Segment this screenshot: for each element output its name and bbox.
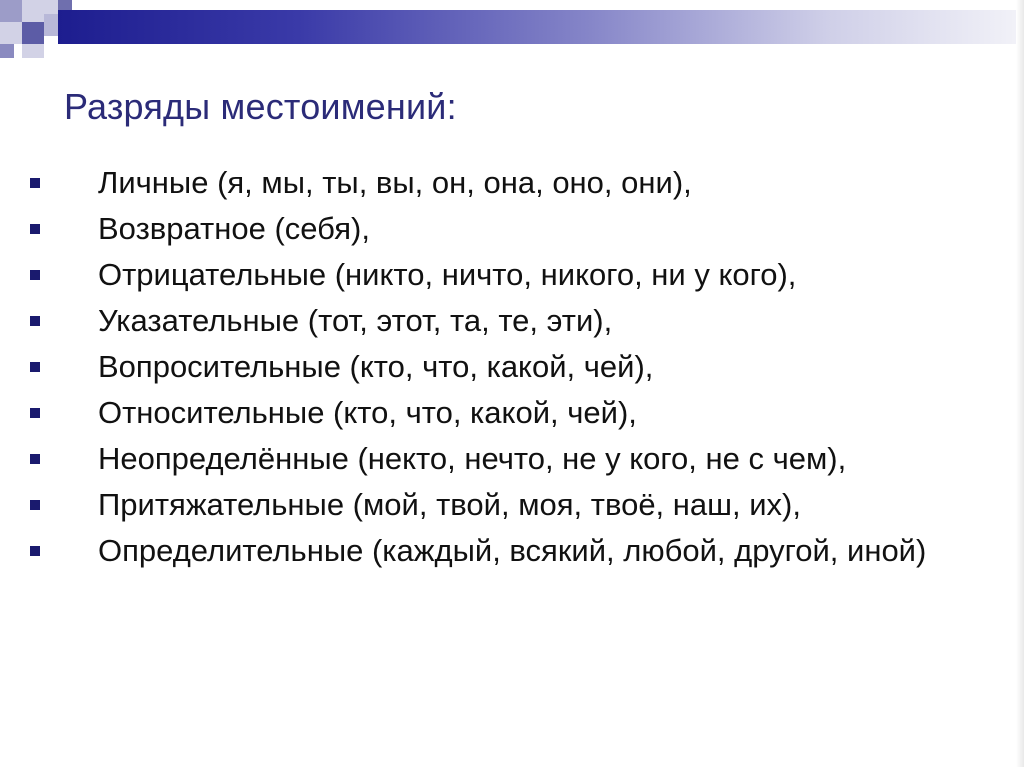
- list-item-text: Относительные (кто, что, какой, чей),: [98, 395, 637, 430]
- decorative-square: [0, 0, 22, 22]
- list-item: [30, 390, 980, 436]
- slide-edge-shadow: [1016, 0, 1024, 767]
- list-item: [30, 252, 980, 298]
- list-item: [30, 160, 980, 206]
- list-item-text: Вопросительные (кто, что, какой, чей),: [98, 349, 654, 384]
- list-item: [30, 298, 980, 344]
- pronoun-category-list: [30, 160, 980, 574]
- decorative-square: [22, 44, 44, 58]
- list-item-text: Притяжательные (мой, твой, моя, твоё, наш, их),: [98, 487, 801, 522]
- decorative-square: [0, 44, 14, 58]
- square-bullet-icon: [30, 270, 40, 280]
- header-gradient-bar: [58, 10, 1020, 44]
- square-bullet-icon: [30, 454, 40, 464]
- list-item: [30, 206, 980, 252]
- list-item-text: Определительные (каждый, всякий, любой, другой, иной): [98, 533, 927, 568]
- decorative-square: [22, 22, 44, 44]
- decorative-square: [44, 0, 58, 14]
- list-item-text: Отрицательные (никто, ничто, никого, ни у кого),: [98, 257, 797, 292]
- slide-title: Разряды местоимений:: [64, 86, 457, 127]
- square-bullet-icon: [30, 546, 40, 556]
- decorative-square: [0, 22, 22, 44]
- square-bullet-icon: [30, 408, 40, 418]
- square-bullet-icon: [30, 362, 40, 372]
- square-bullet-icon: [30, 178, 40, 188]
- square-bullet-icon: [30, 224, 40, 234]
- list-item-text: Указательные (тот, этот, та, те, эти),: [98, 303, 613, 338]
- square-bullet-icon: [30, 316, 40, 326]
- list-item: [30, 482, 980, 528]
- list-item: [30, 344, 980, 390]
- list-item-text: Неопределённые (некто, нечто, не у кого, не с чем),: [98, 441, 847, 476]
- list-item-text: Личные (я, мы, ты, вы, он, она, оно, они),: [98, 165, 692, 200]
- decorative-square: [44, 14, 58, 36]
- square-bullet-icon: [30, 500, 40, 510]
- list-item: [30, 436, 980, 482]
- list-item: [30, 528, 980, 574]
- list-item-text: Возвратное (себя),: [98, 211, 370, 246]
- decorative-square: [22, 0, 44, 22]
